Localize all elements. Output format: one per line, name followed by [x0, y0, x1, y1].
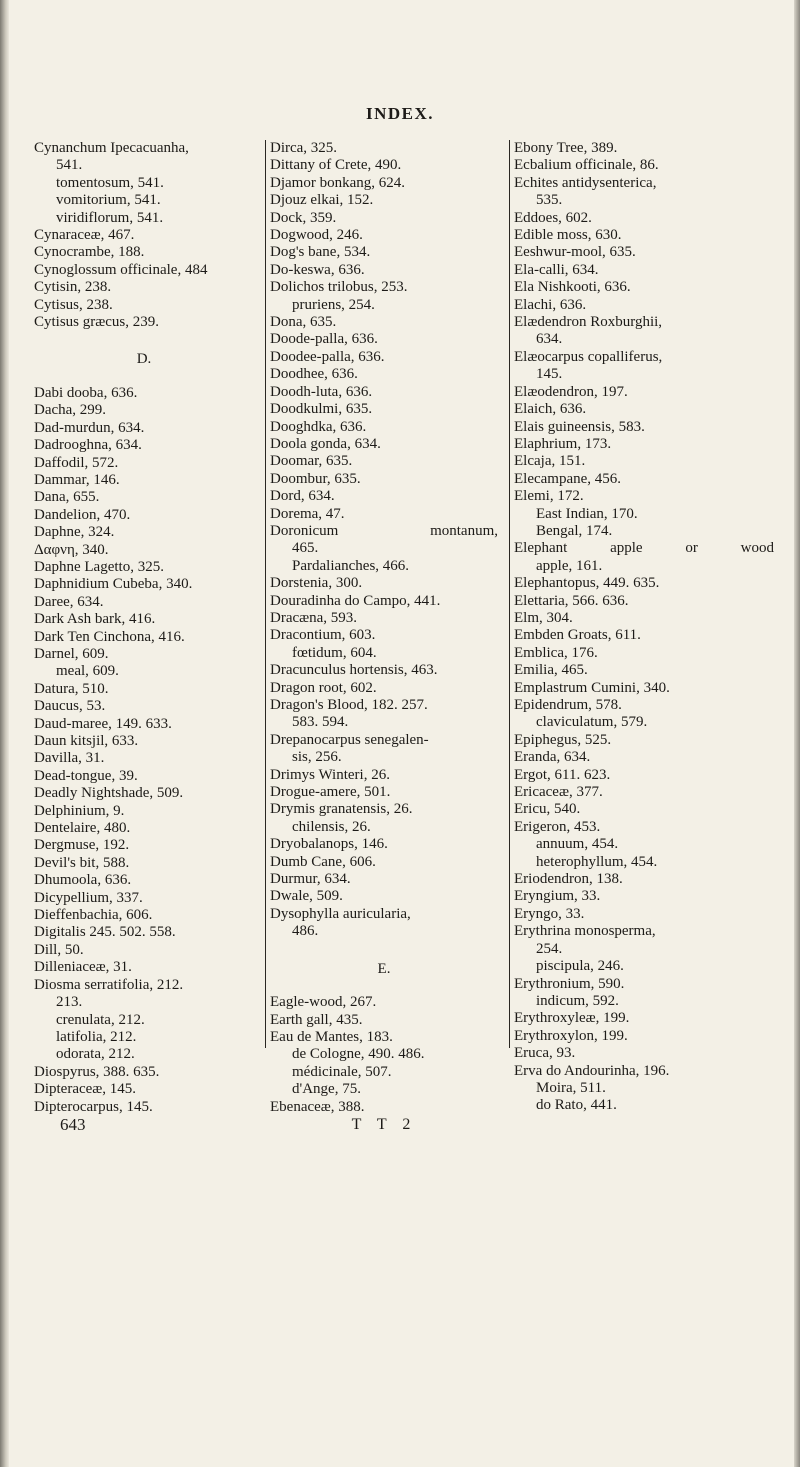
- index-entry-continuation: 465.: [292, 540, 319, 557]
- index-entry: Elecampane, 456.: [514, 470, 622, 487]
- index-entry: Darnel, 609.: [34, 645, 109, 662]
- index-entry: Doodkulmi, 635.: [270, 401, 373, 418]
- index-entry: Eruca, 93.: [514, 1045, 576, 1062]
- index-entry: Eddoes, 602.: [514, 209, 592, 226]
- index-entry: Dysophylla auricularia,: [270, 905, 411, 922]
- index-entry: Dord, 634.: [270, 488, 335, 505]
- index-subentry: latifolia, 212.: [56, 1028, 137, 1045]
- index-subentry: fœtidum, 604.: [292, 644, 377, 661]
- index-entry: Dittany of Crete, 490.: [270, 157, 402, 174]
- index-entry: Edible moss, 630.: [514, 227, 622, 244]
- section-heading-d: D.: [136, 351, 152, 368]
- index-subentry: odorata, 212.: [56, 1046, 135, 1063]
- index-entry: Echites antidysenterica,: [514, 174, 657, 191]
- index-entry: Elettaria, 566. 636.: [514, 592, 629, 609]
- index-entry: Doronicum montanum,: [270, 522, 498, 539]
- index-entry: Elaphrium, 173.: [514, 435, 612, 452]
- index-entry: Elcaja, 151.: [514, 453, 586, 470]
- index-entry: Dark Ten Cinchona, 416.: [34, 628, 185, 645]
- index-entry-continuation: 535.: [536, 192, 563, 209]
- index-entry: Drogue-amere, 501.: [270, 784, 391, 801]
- index-entry: Dark Ash bark, 416.: [34, 611, 156, 628]
- index-entry: Diosma serratifolia, 212.: [34, 976, 184, 993]
- index-entry: Emplastrum Cumini, 340.: [514, 679, 670, 696]
- index-entry: Dipteraceæ, 145.: [34, 1081, 137, 1098]
- index-subentry: pruriens, 254.: [292, 296, 375, 313]
- index-entry: Cytisin, 238.: [34, 279, 112, 296]
- index-subentry: crenulata, 212.: [56, 1011, 145, 1028]
- index-subentry: do Rato, 441.: [536, 1097, 617, 1114]
- index-entry: Dock, 359.: [270, 209, 337, 226]
- index-entry: Elaich, 636.: [514, 401, 587, 418]
- index-entry-continuation: sis, 256.: [292, 749, 342, 766]
- index-entry: Dirca, 325.: [270, 140, 338, 156]
- index-entry: Dorstenia, 300.: [270, 575, 363, 592]
- index-entry: Dragon root, 602.: [270, 679, 377, 696]
- index-column-1: [34, 140, 254, 1133]
- index-entry: Epidendrum, 578.: [514, 697, 622, 713]
- index-entry: Eranda, 634.: [514, 749, 591, 766]
- index-entry: Dhumoola, 636.: [34, 872, 132, 889]
- index-entry: Elemi, 172.: [514, 488, 584, 505]
- index-entry-continuation: apple, 161.: [536, 557, 603, 574]
- index-entry: Dumb Cane, 606.: [270, 853, 376, 870]
- index-entry: Cynoglossum officinale, 484: [34, 261, 208, 278]
- index-entry: Daphne Lagetto, 325.: [34, 558, 164, 575]
- index-entry: Erythroxyleæ, 199.: [514, 1010, 630, 1027]
- index-subentry: indicum, 592.: [536, 992, 619, 1009]
- index-entry: Deadly Nightshade, 509.: [34, 785, 184, 802]
- index-entry: Dooghdka, 636.: [270, 418, 367, 435]
- index-entry: Diospyrus, 388. 635.: [34, 1063, 160, 1080]
- index-entry: Erythrina monosperma,: [514, 923, 656, 940]
- index-entry: Dracunculus hortensis, 463.: [270, 662, 438, 679]
- page-number: 643: [60, 1114, 86, 1134]
- index-entry: Dolichos trilobus, 253.: [270, 279, 408, 296]
- index-entry: Ecbalium officinale, 86.: [514, 157, 659, 174]
- index-entry: Δαφνη, 340.: [34, 541, 109, 558]
- index-entry: Devil's bit, 588.: [34, 854, 130, 871]
- index-entry: Daree, 634.: [34, 593, 104, 610]
- index-subentry: meal, 609.: [56, 663, 119, 680]
- index-column-2: [265, 140, 498, 1133]
- index-entry: Erythroxylon, 199.: [514, 1027, 628, 1044]
- index-entry: Dryobalanops, 146.: [270, 836, 388, 853]
- printer-signature: T T 2: [351, 1115, 417, 1133]
- index-entry: Doola gonda, 634.: [270, 435, 381, 452]
- index-entry: Elais guineensis, 583.: [514, 418, 645, 435]
- index-entry: Drymis granatensis, 26.: [270, 801, 413, 818]
- index-entry: Dill, 50.: [34, 941, 84, 958]
- index-entry-continuation: 145.: [536, 366, 563, 383]
- index-entry: Daphnidium Cubeba, 340.: [34, 576, 193, 593]
- index-entry: Durmur, 634.: [270, 871, 351, 888]
- index-entry-continuation: 486.: [292, 923, 319, 940]
- index-subentry: tomentosum, 541.: [56, 174, 164, 191]
- index-entry: Dona, 635.: [270, 314, 337, 331]
- index-entry: Daucus, 53.: [34, 698, 106, 715]
- index-entry: Daphne, 324.: [34, 524, 115, 541]
- index-subentry: vomitorium, 541.: [56, 192, 161, 209]
- index-entry: Dergmuse, 192.: [34, 837, 130, 854]
- index-subentry: annuum, 454.: [536, 836, 619, 853]
- index-entry: Ela Nishkooti, 636.: [514, 279, 631, 296]
- index-entry: Eagle-wood, 267.: [270, 994, 377, 1011]
- index-entry-continuation: 541.: [56, 157, 83, 174]
- index-entry: Ebony Tree, 389.: [514, 140, 618, 156]
- index-entry: Drimys Winteri, 26.: [270, 766, 390, 783]
- index-entry: Dabi dooba, 636.: [34, 384, 138, 401]
- index-entry: Dracæna, 593.: [270, 609, 358, 626]
- index-entry: Ela-calli, 634.: [514, 261, 599, 278]
- index-entry: Doomar, 635.: [270, 453, 353, 470]
- index-entry: Epiphegus, 525.: [514, 731, 612, 748]
- index-entry: Elm, 304.: [514, 609, 573, 626]
- index-subentry: Bengal, 174.: [536, 522, 613, 539]
- index-entry-continuation: 254.: [536, 940, 563, 957]
- index-entry: Dana, 655.: [34, 489, 100, 506]
- index-entry: Elachi, 636.: [514, 296, 587, 313]
- index-entry: Elæodendron, 197.: [514, 383, 628, 400]
- index-entry: Elædendron Roxburghii,: [514, 314, 663, 331]
- index-entry: Douradinha do Campo, 441.: [270, 592, 441, 609]
- index-entry: Dentelaire, 480.: [34, 820, 131, 837]
- index-entry: Erva do Andourinha, 196.: [514, 1062, 670, 1079]
- index-entry: Djamor bonkang, 624.: [270, 174, 405, 191]
- index-subentry: East Indian, 170.: [536, 505, 638, 522]
- index-entry: Cytisus græcus, 239.: [34, 314, 160, 331]
- page-edge-right: [794, 0, 800, 1467]
- index-subentry: claviculatum, 579.: [536, 714, 648, 731]
- index-entry: Dogwood, 246.: [270, 227, 363, 244]
- index-entry: Doombur, 635.: [270, 470, 361, 487]
- index-entry: Drepanocarpus senegalen-: [270, 731, 429, 748]
- index-subentry: viridiflorum, 541.: [56, 209, 164, 226]
- index-entry: Dwale, 509.: [270, 888, 343, 905]
- index-entry: Dilleniaceæ, 31.: [34, 959, 132, 976]
- index-entry: Dammar, 146.: [34, 471, 120, 488]
- index-entry: Elephant apple or wood: [514, 540, 774, 557]
- index-entry: Cytisus, 238.: [34, 296, 113, 313]
- index-entry: Dad-murdun, 634.: [34, 419, 145, 436]
- index-entry: Emilia, 465.: [514, 662, 588, 679]
- index-entry: Ericaceæ, 377.: [514, 784, 603, 801]
- index-entry: Dandelion, 470.: [34, 506, 131, 523]
- index-entry: Erythronium, 590.: [514, 975, 625, 992]
- index-subentry: piscipula, 246.: [536, 958, 624, 975]
- section-heading-e: E.: [377, 960, 391, 977]
- index-subentry: Pardalianches, 466.: [292, 557, 410, 574]
- index-entry: Eau de Mantes, 183.: [270, 1028, 393, 1045]
- index-entry: Eriodendron, 138.: [514, 871, 623, 888]
- index-entry: Doodh-luta, 636.: [270, 383, 373, 400]
- index-entry: Digitalis 245. 502. 558.: [34, 924, 176, 941]
- index-entry: Dicypellium, 337.: [34, 889, 143, 906]
- index-entry: Dracontium, 603.: [270, 627, 376, 644]
- index-entry-continuation: 583. 594.: [292, 714, 349, 731]
- index-entry: Eeshwur-mool, 635.: [514, 244, 636, 261]
- index-entry: Daffodil, 572.: [34, 454, 119, 471]
- index-entry: Datura, 510.: [34, 680, 109, 697]
- index-entry: Dragon's Blood, 182. 257.: [270, 697, 428, 713]
- index-entry: Earth gall, 435.: [270, 1011, 363, 1028]
- index-entry: Djouz elkai, 152.: [270, 192, 374, 209]
- index-entry-continuation: 213.: [56, 994, 83, 1011]
- index-entry: Eryngium, 33.: [514, 888, 601, 905]
- index-entry: Cynocrambe, 188.: [34, 244, 145, 261]
- index-subentry: de Cologne, 490. 486.: [292, 1046, 425, 1063]
- index-entry: Dog's bane, 534.: [270, 244, 371, 261]
- index-entry: Daud-maree, 149. 633.: [34, 715, 172, 732]
- index-entry: Dieffenbachia, 606.: [34, 907, 153, 924]
- index-entry: Dorema, 47.: [270, 505, 345, 522]
- index-entry: Eryngo, 33.: [514, 905, 585, 922]
- index-column-3: [509, 140, 774, 1114]
- index-entry: Dacha, 299.: [34, 402, 107, 419]
- page-header: INDEX.: [365, 104, 435, 123]
- index-entry: Davilla, 31.: [34, 750, 105, 767]
- index-entry: Cynaraceæ, 467.: [34, 227, 135, 244]
- index-entry: Doodee-palla, 636.: [270, 348, 385, 365]
- index-entry: Doodhee, 636.: [270, 366, 358, 383]
- index-entry: Embden Groats, 611.: [514, 627, 641, 644]
- index-entry: Elæocarpus copalliferus,: [514, 348, 663, 365]
- index-entry: Daun kitsjil, 633.: [34, 733, 139, 749]
- index-entry: Delphinium, 9.: [34, 802, 125, 819]
- index-entry: Emblica, 176.: [514, 644, 598, 661]
- index-entry: Doode-palla, 636.: [270, 331, 378, 348]
- index-subentry: heterophyllum, 454.: [536, 853, 658, 870]
- index-subentry: chilensis, 26.: [292, 818, 371, 835]
- index-entry: Erigeron, 453.: [514, 818, 601, 835]
- index-subentry: Moira, 511.: [536, 1079, 606, 1096]
- index-entry: Dadrooghna, 634.: [34, 437, 142, 454]
- page-edge-left: [0, 0, 9, 1467]
- index-entry: Dipterocarpus, 145.: [34, 1098, 153, 1115]
- index-entry: Ergot, 611. 623.: [514, 766, 611, 783]
- index-entry: Cynanchum Ipecacuanha,: [34, 140, 189, 156]
- index-entry: Ericu, 540.: [514, 801, 581, 818]
- index-entry: Do-keswa, 636.: [270, 261, 365, 278]
- index-subentry: médicinale, 507.: [292, 1063, 392, 1080]
- index-entry: Elephantopus, 449. 635.: [514, 575, 660, 592]
- index-entry: Ebenaceæ, 388.: [270, 1098, 365, 1115]
- index-subentry: d'Ange, 75.: [292, 1081, 361, 1098]
- index-entry-continuation: 634.: [536, 331, 563, 348]
- index-entry: Dead-tongue, 39.: [34, 767, 138, 784]
